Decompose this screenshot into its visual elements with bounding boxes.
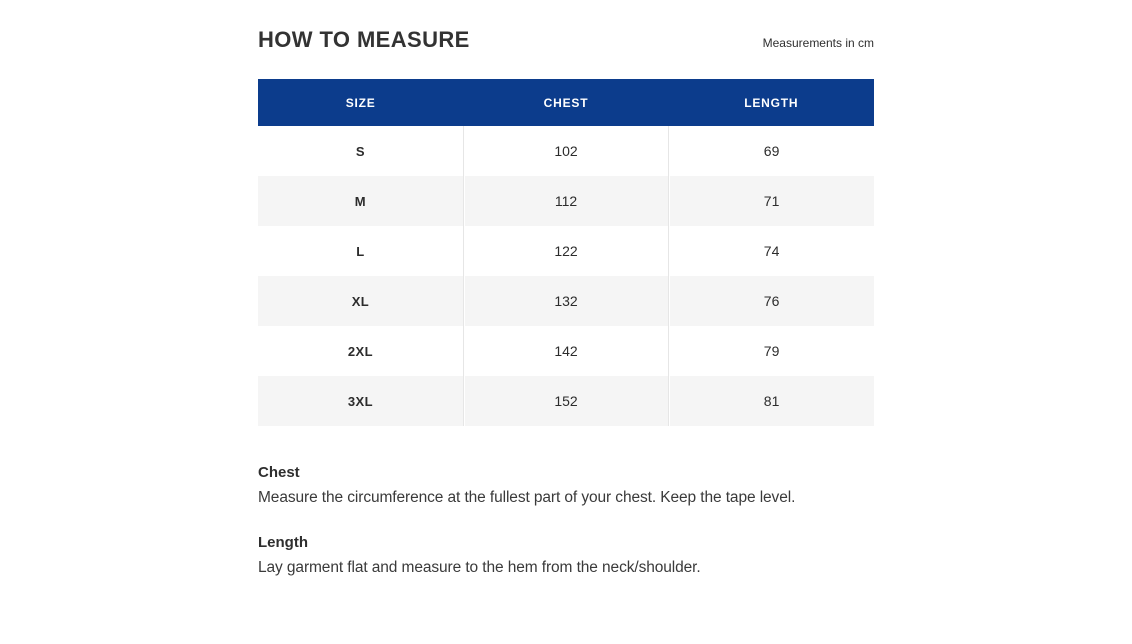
length-value: 69 <box>669 126 874 176</box>
column-header-chest: CHEST <box>463 79 668 126</box>
instruction-length-label: Length <box>258 534 308 551</box>
measurement-unit-note: Measurements in cm <box>762 36 874 50</box>
size-guide-section <box>258 0 874 578</box>
length-value: 71 <box>669 176 874 226</box>
size-guide-header <box>258 27 874 53</box>
size-value: XL <box>258 276 463 326</box>
column-header-length: LENGTH <box>669 79 874 126</box>
table-row <box>258 226 874 276</box>
chest-value: 142 <box>463 326 668 376</box>
size-chart-head <box>258 79 874 126</box>
header-row <box>258 79 874 126</box>
instruction-chest-label: Chest <box>258 464 300 481</box>
size-chart-body <box>258 126 874 426</box>
size-value: S <box>355 143 365 159</box>
length-value: 81 <box>669 376 874 426</box>
size-value: L <box>356 243 365 259</box>
table-row <box>258 326 874 376</box>
table-row <box>258 126 874 176</box>
chest-value: 132 <box>463 276 668 326</box>
instruction-length-text: Lay garment flat and measure to the hem from the neck/shoulder. <box>258 559 701 576</box>
chest-value: 112 <box>463 176 668 226</box>
table-row <box>258 176 874 226</box>
chest-value: 102 <box>463 126 668 176</box>
measuring-instructions <box>258 464 874 578</box>
chest-value: 152 <box>463 376 668 426</box>
chest-value: 122 <box>463 226 668 276</box>
length-value: 74 <box>669 226 874 276</box>
size-value: 3XL <box>258 376 463 426</box>
size-chart-table <box>258 79 874 426</box>
column-header-size: SIZE <box>258 79 463 126</box>
instruction-chest <box>258 464 874 508</box>
table-row <box>258 276 874 326</box>
instruction-chest-text: Measure the circumference at the fullest part of your chest. Keep the tape level. <box>258 489 796 506</box>
page-title: HOW TO MEASURE <box>258 27 470 52</box>
size-value: 2XL <box>347 343 373 359</box>
instruction-length <box>258 534 874 578</box>
size-value: M <box>258 176 463 226</box>
length-value: 79 <box>669 326 874 376</box>
table-row <box>258 376 874 426</box>
length-value: 76 <box>669 276 874 326</box>
